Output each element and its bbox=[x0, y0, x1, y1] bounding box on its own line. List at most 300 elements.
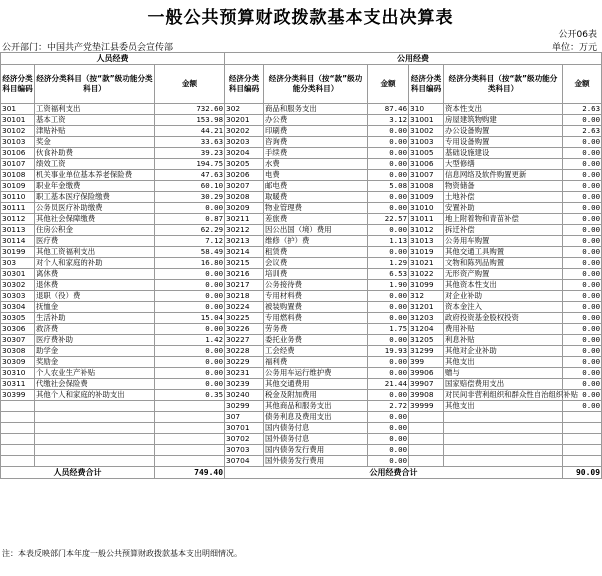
public-b-code-cell: 31007 bbox=[409, 170, 444, 181]
public-a-amount-cell: 19.93 bbox=[368, 346, 409, 357]
public-b-name-cell: 赠与 bbox=[444, 368, 563, 379]
public-b-name-cell: 其他支出 bbox=[444, 401, 563, 412]
public-a-code-cell: 30299 bbox=[225, 401, 264, 412]
personnel-name-cell: 机关事业单位基本养老保险费 bbox=[35, 170, 155, 181]
header-code: 经济分类科目编码 bbox=[409, 65, 444, 104]
public-a-name-cell: 维修（护）费 bbox=[264, 236, 368, 247]
table-row bbox=[1, 390, 602, 401]
personnel-code-cell: 30199 bbox=[1, 247, 35, 258]
public-a-code-cell: 30202 bbox=[225, 126, 264, 137]
public-a-amount-cell: 1.13 bbox=[368, 236, 409, 247]
public-a-name-cell: 专用材料费 bbox=[264, 291, 368, 302]
personnel-code-cell: 30301 bbox=[1, 269, 35, 280]
public-a-amount-cell: 1.75 bbox=[368, 324, 409, 335]
personnel-name-cell: 其他工资福利支出 bbox=[35, 247, 155, 258]
table-row bbox=[1, 445, 602, 456]
public-a-amount-cell: 0.00 bbox=[368, 313, 409, 324]
personnel-amount-cell: 194.75 bbox=[155, 159, 225, 170]
personnel-name-cell: 退职（役）费 bbox=[35, 291, 155, 302]
public-a-name-cell: 委托业务费 bbox=[264, 335, 368, 346]
page-title: 一般公共预算财政拨款基本支出决算表 bbox=[147, 8, 454, 28]
public-a-name-cell: 劳务费 bbox=[264, 324, 368, 335]
table-row bbox=[1, 148, 602, 159]
personnel-amount-cell: 0.00 bbox=[155, 368, 225, 379]
public-a-name-cell: 国外债务付息 bbox=[264, 434, 368, 445]
personnel-code-cell: 30310 bbox=[1, 368, 35, 379]
table-row bbox=[1, 214, 602, 225]
personnel-code-cell: 30113 bbox=[1, 225, 35, 236]
public-a-amount-cell: 0.00 bbox=[368, 291, 409, 302]
public-b-name-cell: 其他交通工具购置 bbox=[444, 247, 563, 258]
public-b-amount-cell: 2.63 bbox=[563, 104, 602, 115]
public-a-code-cell: 30208 bbox=[225, 192, 264, 203]
personnel-name-cell: 退休费 bbox=[35, 280, 155, 291]
public-b-name-cell: 对民间非营利组织和群众性自治组织补贴 bbox=[445, 390, 579, 399]
personnel-name-cell: 奖金 bbox=[35, 137, 155, 148]
public-b-code-cell bbox=[409, 456, 444, 467]
personnel-amount-cell: 0.00 bbox=[155, 346, 225, 357]
public-b-code-cell: 31013 bbox=[409, 236, 444, 247]
public-b-amount-cell: 0.00 bbox=[563, 203, 602, 214]
public-a-name-cell: 其他商品和服务支出 bbox=[264, 401, 368, 412]
public-a-name-cell: 差旅费 bbox=[264, 214, 368, 225]
personnel-name-cell bbox=[35, 401, 155, 412]
personnel-name-cell bbox=[35, 412, 155, 423]
public-b-name-cell: 信息网络及软件购置更新 bbox=[444, 170, 563, 181]
public-b-name-cell: 房屋建筑物购建 bbox=[444, 115, 563, 126]
personnel-amount-cell: 0.00 bbox=[155, 357, 225, 368]
public-a-amount-cell: 0.00 bbox=[368, 423, 409, 434]
public-b-code-cell: 39999 bbox=[409, 401, 444, 412]
public-b-amount-cell: 0.00 bbox=[563, 192, 602, 203]
table-row bbox=[1, 258, 602, 269]
public-a-amount-cell: 0.00 bbox=[368, 368, 409, 379]
table-row bbox=[1, 313, 602, 324]
public-b-name-cell: 物资储备 bbox=[444, 181, 563, 192]
public-b-code-cell: 399 bbox=[409, 357, 444, 368]
public-b-amount-cell: 0.00 bbox=[563, 137, 602, 148]
public-b-code-cell: 39908 bbox=[409, 390, 444, 401]
personnel-amount-cell: 0.00 bbox=[155, 324, 225, 335]
personnel-code-cell bbox=[1, 401, 35, 412]
personnel-name-cell: 职业年金缴费 bbox=[35, 181, 155, 192]
personnel-name-cell bbox=[35, 434, 155, 445]
personnel-name-cell: 医疗费 bbox=[35, 236, 155, 247]
personnel-amount-cell bbox=[155, 401, 225, 412]
public-a-name-cell: 电费 bbox=[264, 170, 368, 181]
public-a-amount-cell: 3.12 bbox=[368, 115, 409, 126]
public-b-name-cell bbox=[444, 412, 563, 423]
public-b-amount-cell: 0.00 bbox=[563, 115, 602, 126]
public-b-amount-cell bbox=[563, 423, 602, 434]
public-b-amount-cell: 0.00 bbox=[563, 269, 602, 280]
public-a-name-cell: 邮电费 bbox=[264, 181, 368, 192]
personnel-code-cell: 30108 bbox=[1, 170, 35, 181]
section-header-row bbox=[1, 53, 602, 65]
personnel-amount-cell: 58.49 bbox=[155, 247, 225, 258]
section-personnel: 人员经费 bbox=[1, 53, 225, 65]
public-b-code-cell bbox=[409, 412, 444, 423]
public-a-name-cell: 手续费 bbox=[264, 148, 368, 159]
personnel-code-cell bbox=[1, 445, 35, 456]
table-row bbox=[1, 335, 602, 346]
personnel-code-cell: 30399 bbox=[1, 390, 35, 401]
public-b-amount-cell: 0.00 bbox=[563, 368, 602, 379]
personnel-code-cell: 30103 bbox=[1, 137, 35, 148]
public-a-name-cell: 办公费 bbox=[264, 115, 368, 126]
public-a-name-cell: 物业管理费 bbox=[264, 203, 368, 214]
public-b-name-cell: 公务用车购置 bbox=[444, 236, 563, 247]
public-a-name-cell: 公务接待费 bbox=[264, 280, 368, 291]
public-a-code-cell: 30211 bbox=[225, 214, 264, 225]
table-row bbox=[1, 324, 602, 335]
public-b-amount-cell: 0.00 bbox=[563, 346, 602, 357]
public-a-amount-cell: 0.00 bbox=[368, 445, 409, 456]
public-b-name-cell: 其他资本性支出 bbox=[444, 280, 563, 291]
header-code: 经济分类科目编码 bbox=[1, 65, 35, 104]
personnel-code-cell: 30306 bbox=[1, 324, 35, 335]
personnel-amount-cell: 33.63 bbox=[155, 137, 225, 148]
personnel-code-cell: 30114 bbox=[1, 236, 35, 247]
public-b-code-cell: 31021 bbox=[409, 258, 444, 269]
public-b-amount-cell: 0.00 bbox=[563, 324, 602, 335]
header-amount: 金额 bbox=[563, 65, 602, 104]
public-a-amount-cell: 0.00 bbox=[368, 225, 409, 236]
public-a-code-cell: 30201 bbox=[225, 115, 264, 126]
personnel-name-cell: 个人农业生产补贴 bbox=[35, 368, 155, 379]
public-a-code-cell: 30704 bbox=[225, 456, 264, 467]
public-b-code-cell: 31010 bbox=[409, 203, 444, 214]
public-b-code-cell bbox=[409, 423, 444, 434]
personnel-code-cell: 30102 bbox=[1, 126, 35, 137]
public-b-name-cell: 办公设备购置 bbox=[444, 126, 563, 137]
public-a-amount-cell: 0.00 bbox=[368, 357, 409, 368]
table-row bbox=[1, 291, 602, 302]
table-row bbox=[1, 280, 602, 291]
table-row bbox=[1, 203, 602, 214]
header-amount: 金额 bbox=[155, 65, 225, 104]
personnel-amount-cell: 44.21 bbox=[155, 126, 225, 137]
personnel-name-cell: 其他社会保障缴费 bbox=[35, 214, 155, 225]
public-b-name-cell: 基础设施建设 bbox=[444, 148, 563, 159]
personnel-code-cell: 30309 bbox=[1, 357, 35, 368]
public-a-amount-cell: 6.53 bbox=[368, 269, 409, 280]
personnel-total-value: 749.40 bbox=[155, 467, 225, 479]
public-a-amount-cell: 0.00 bbox=[368, 148, 409, 159]
unit-label: 单位：万元 bbox=[551, 43, 597, 53]
public-a-code-cell: 30227 bbox=[225, 335, 264, 346]
personnel-total-label: 人员经费合计 bbox=[1, 467, 155, 479]
public-b-name-cell: 大型修缮 bbox=[444, 159, 563, 170]
public-b-amount-cell: 0.00 bbox=[563, 247, 602, 258]
public-a-amount-cell: 0.00 bbox=[368, 390, 409, 401]
personnel-name-cell bbox=[35, 456, 155, 467]
public-a-code-cell: 30701 bbox=[225, 423, 264, 434]
personnel-code-cell: 30308 bbox=[1, 346, 35, 357]
public-a-name-cell: 培训费 bbox=[264, 269, 368, 280]
personnel-amount-cell bbox=[155, 412, 225, 423]
public-b-name-cell: 地上附着物和青苗补偿 bbox=[444, 214, 563, 225]
table-row bbox=[1, 247, 602, 258]
public-a-code-cell: 30209 bbox=[225, 203, 264, 214]
header-name: 经济分类科目（按“款”级功能分类科目） bbox=[35, 65, 155, 104]
public-a-code-cell: 302 bbox=[225, 104, 264, 115]
public-b-code-cell: 31008 bbox=[409, 181, 444, 192]
public-a-code-cell: 30205 bbox=[225, 159, 264, 170]
personnel-name-cell: 离休费 bbox=[35, 269, 155, 280]
public-b-amount-cell: 0.00 bbox=[563, 280, 602, 291]
public-a-amount-cell: 87.46 bbox=[368, 104, 409, 115]
personnel-name-cell: 对个人和家庭的补助 bbox=[35, 258, 155, 269]
public-a-code-cell: 30213 bbox=[225, 236, 264, 247]
public-b-code-cell: 31205 bbox=[409, 335, 444, 346]
table-row bbox=[1, 170, 602, 181]
public-a-code-cell: 30702 bbox=[225, 434, 264, 445]
personnel-code-cell: 301 bbox=[1, 104, 35, 115]
personnel-amount-cell: 39.23 bbox=[155, 148, 225, 159]
public-b-code-cell: 31201 bbox=[409, 302, 444, 313]
public-b-amount-cell: 0.00 bbox=[563, 335, 602, 346]
public-b-amount-cell bbox=[563, 456, 602, 467]
public-a-amount-cell: 22.57 bbox=[368, 214, 409, 225]
public-a-amount-cell: 1.29 bbox=[368, 258, 409, 269]
personnel-amount-cell: 732.60 bbox=[155, 104, 225, 115]
public-b-name-cell: 专用设备购置 bbox=[444, 137, 563, 148]
public-a-amount-cell: 0.00 bbox=[368, 192, 409, 203]
personnel-code-cell: 30304 bbox=[1, 302, 35, 313]
table-row bbox=[1, 357, 602, 368]
table-row bbox=[1, 434, 602, 445]
public-b-code-cell: 31012 bbox=[409, 225, 444, 236]
public-a-amount-cell: 0.00 bbox=[368, 137, 409, 148]
personnel-name-cell: 医疗费补助 bbox=[35, 335, 155, 346]
table-row bbox=[1, 225, 602, 236]
public-a-amount-cell: 2.72 bbox=[368, 401, 409, 412]
personnel-code-cell: 30106 bbox=[1, 148, 35, 159]
public-a-code-cell: 30231 bbox=[225, 368, 264, 379]
public-a-code-cell: 30204 bbox=[225, 148, 264, 159]
table-row bbox=[1, 456, 602, 467]
public-a-code-cell: 30224 bbox=[225, 302, 264, 313]
table-row bbox=[1, 126, 602, 137]
public-b-code-cell: 31002 bbox=[409, 126, 444, 137]
personnel-code-cell: 30107 bbox=[1, 159, 35, 170]
public-b-code-cell: 39906 bbox=[409, 368, 444, 379]
table-row bbox=[1, 104, 602, 115]
personnel-amount-cell: 0.87 bbox=[155, 214, 225, 225]
personnel-amount-cell: 60.10 bbox=[155, 181, 225, 192]
public-a-code-cell: 307 bbox=[225, 412, 264, 423]
personnel-name-cell bbox=[35, 445, 155, 456]
personnel-name-cell: 生活补助 bbox=[35, 313, 155, 324]
personnel-code-cell bbox=[1, 434, 35, 445]
public-a-code-cell: 30226 bbox=[225, 324, 264, 335]
public-b-name-cell: 土地补偿 bbox=[444, 192, 563, 203]
public-a-name-cell: 税金及附加费用 bbox=[264, 390, 368, 401]
public-b-name-cell: 其他支出 bbox=[444, 357, 563, 368]
public-a-code-cell: 30216 bbox=[225, 269, 264, 280]
public-b-code-cell: 31005 bbox=[409, 148, 444, 159]
public-b-code-cell: 312 bbox=[409, 291, 444, 302]
public-b-code-cell: 39907 bbox=[409, 379, 444, 390]
table-row bbox=[1, 368, 602, 379]
personnel-amount-cell: 0.00 bbox=[155, 379, 225, 390]
public-a-code-cell: 30215 bbox=[225, 258, 264, 269]
public-b-name-cell: 利息补贴 bbox=[444, 335, 563, 346]
public-b-amount-cell: 2.63 bbox=[563, 126, 602, 137]
public-b-code-cell: 31203 bbox=[409, 313, 444, 324]
public-total-value: 90.09 bbox=[563, 467, 602, 479]
public-a-code-cell: 30225 bbox=[225, 313, 264, 324]
personnel-code-cell: 30112 bbox=[1, 214, 35, 225]
public-b-code-cell: 310 bbox=[409, 104, 444, 115]
public-b-amount-cell: 0.00 bbox=[563, 148, 602, 159]
public-a-name-cell: 商品和服务支出 bbox=[264, 104, 368, 115]
personnel-amount-cell: 0.00 bbox=[155, 302, 225, 313]
table-row bbox=[1, 346, 602, 357]
public-b-amount-cell: 0.00 bbox=[563, 379, 602, 390]
public-a-code-cell: 30239 bbox=[225, 379, 264, 390]
personnel-amount-cell: 0.00 bbox=[155, 269, 225, 280]
table-row bbox=[1, 236, 602, 247]
public-a-name-cell: 咨询费 bbox=[264, 137, 368, 148]
public-a-code-cell: 30217 bbox=[225, 280, 264, 291]
public-b-name-cell: 国家赔偿费用支出 bbox=[444, 379, 563, 390]
personnel-amount-cell: 0.00 bbox=[155, 280, 225, 291]
header-name: 经济分类科目（按“款”级功能分类科目） bbox=[444, 65, 563, 104]
personnel-name-cell: 基本工资 bbox=[35, 115, 155, 126]
public-b-name-cell bbox=[444, 456, 563, 467]
personnel-amount-cell: 16.80 bbox=[155, 258, 225, 269]
personnel-name-cell: 其他个人和家庭的补助支出 bbox=[35, 390, 155, 401]
personnel-code-cell: 30101 bbox=[1, 115, 35, 126]
table-row bbox=[1, 401, 602, 412]
personnel-name-cell: 伙食补助费 bbox=[35, 148, 155, 159]
public-a-amount-cell: 1.90 bbox=[368, 280, 409, 291]
public-a-amount-cell: 0.00 bbox=[368, 412, 409, 423]
public-b-amount-cell bbox=[563, 445, 602, 456]
personnel-code-cell: 30110 bbox=[1, 192, 35, 203]
personnel-code-cell bbox=[1, 456, 35, 467]
public-a-amount-cell: 0.00 bbox=[368, 170, 409, 181]
form-code: 公开06表 bbox=[558, 30, 597, 40]
personnel-name-cell: 公务员医疗补助缴费 bbox=[35, 203, 155, 214]
public-a-name-cell: 因公出国（境）费用 bbox=[264, 225, 368, 236]
personnel-name-cell: 奖励金 bbox=[35, 357, 155, 368]
public-b-name-cell: 其他对企业补助 bbox=[444, 346, 563, 357]
personnel-code-cell: 30111 bbox=[1, 203, 35, 214]
public-a-amount-cell: 0.00 bbox=[368, 247, 409, 258]
public-a-name-cell: 工会经费 bbox=[264, 346, 368, 357]
public-a-amount-cell: 0.00 bbox=[368, 434, 409, 445]
public-a-code-cell: 30214 bbox=[225, 247, 264, 258]
personnel-name-cell: 助学金 bbox=[35, 346, 155, 357]
public-b-amount-cell bbox=[563, 412, 602, 423]
public-a-amount-cell: 5.08 bbox=[368, 181, 409, 192]
department-label: 公开部门：中国共产党垫江县委员会宣传部 bbox=[2, 43, 174, 53]
public-b-code-cell: 31099 bbox=[409, 280, 444, 291]
public-b-amount-cell: 0.00 bbox=[563, 313, 602, 324]
public-b-amount-cell: 0.00 bbox=[563, 401, 602, 412]
public-b-amount-cell: 0.00 bbox=[563, 214, 602, 225]
public-a-name-cell: 福利费 bbox=[264, 357, 368, 368]
personnel-amount-cell: 0.00 bbox=[155, 291, 225, 302]
public-b-code-cell: 31299 bbox=[409, 346, 444, 357]
public-b-name-cell: 安置补助 bbox=[444, 203, 563, 214]
public-b-name-cell: 资本金注入 bbox=[444, 302, 563, 313]
public-a-name-cell: 债务利息及费用支出 bbox=[264, 412, 368, 423]
public-b-amount-cell: 0.00 bbox=[563, 170, 602, 181]
public-b-amount-cell: 0.00 bbox=[563, 159, 602, 170]
public-a-code-cell: 30218 bbox=[225, 291, 264, 302]
public-a-name-cell: 被装购置费 bbox=[264, 302, 368, 313]
public-b-code-cell: 31006 bbox=[409, 159, 444, 170]
public-b-code-cell: 31019 bbox=[409, 247, 444, 258]
public-a-amount-cell: 0.00 bbox=[368, 159, 409, 170]
public-b-name-cell: 费用补贴 bbox=[444, 324, 563, 335]
totals-row bbox=[1, 467, 602, 479]
table-row bbox=[1, 423, 602, 434]
personnel-amount-cell bbox=[155, 434, 225, 445]
table-row bbox=[1, 181, 602, 192]
header-amount: 金额 bbox=[368, 65, 409, 104]
personnel-amount-cell: 47.63 bbox=[155, 170, 225, 181]
public-b-name-cell: 政府投资基金股权投资 bbox=[444, 313, 563, 324]
personnel-name-cell: 工资福利支出 bbox=[35, 104, 155, 115]
personnel-amount-cell bbox=[155, 445, 225, 456]
public-a-name-cell: 国外债务发行费用 bbox=[264, 456, 368, 467]
personnel-name-cell: 绩效工资 bbox=[35, 159, 155, 170]
personnel-amount-cell: 15.04 bbox=[155, 313, 225, 324]
public-b-code-cell bbox=[409, 434, 444, 445]
public-a-name-cell: 国内债务付息 bbox=[264, 423, 368, 434]
header-name: 经济分类科目（按“款”级功能分类科目） bbox=[264, 65, 368, 104]
personnel-amount-cell: 1.42 bbox=[155, 335, 225, 346]
personnel-name-cell: 抚恤金 bbox=[35, 302, 155, 313]
personnel-name-cell bbox=[35, 423, 155, 434]
public-b-amount-cell: 0.00 bbox=[563, 357, 602, 368]
personnel-code-cell: 30303 bbox=[1, 291, 35, 302]
table-row bbox=[1, 269, 602, 280]
table-row bbox=[1, 302, 602, 313]
personnel-name-cell: 代缴社会保险费 bbox=[35, 379, 155, 390]
personnel-amount-cell: 62.29 bbox=[155, 225, 225, 236]
public-b-name-cell bbox=[444, 434, 563, 445]
personnel-code-cell bbox=[1, 412, 35, 423]
public-b-code-cell: 31011 bbox=[409, 214, 444, 225]
table-row bbox=[1, 412, 602, 423]
personnel-name-cell: 津贴补贴 bbox=[35, 126, 155, 137]
public-b-amount-cell: 0.00 bbox=[563, 291, 602, 302]
public-a-name-cell: 印刷费 bbox=[264, 126, 368, 137]
public-b-code-cell: 31009 bbox=[409, 192, 444, 203]
public-b-code-cell: 31003 bbox=[409, 137, 444, 148]
public-a-code-cell: 30703 bbox=[225, 445, 264, 456]
public-a-name-cell: 水费 bbox=[264, 159, 368, 170]
expenditure-table bbox=[0, 52, 602, 479]
personnel-code-cell: 303 bbox=[1, 258, 35, 269]
public-a-code-cell: 30206 bbox=[225, 170, 264, 181]
table-row bbox=[1, 137, 602, 148]
public-b-code-cell bbox=[409, 445, 444, 456]
public-a-name-cell: 其他交通费用 bbox=[264, 379, 368, 390]
public-a-amount-cell: 0.00 bbox=[368, 126, 409, 137]
public-a-name-cell: 租赁费 bbox=[264, 247, 368, 258]
public-a-amount-cell: 0.00 bbox=[368, 302, 409, 313]
public-a-amount-cell: 0.00 bbox=[368, 456, 409, 467]
public-b-code-cell: 31001 bbox=[409, 115, 444, 126]
personnel-name-cell: 救济费 bbox=[35, 324, 155, 335]
